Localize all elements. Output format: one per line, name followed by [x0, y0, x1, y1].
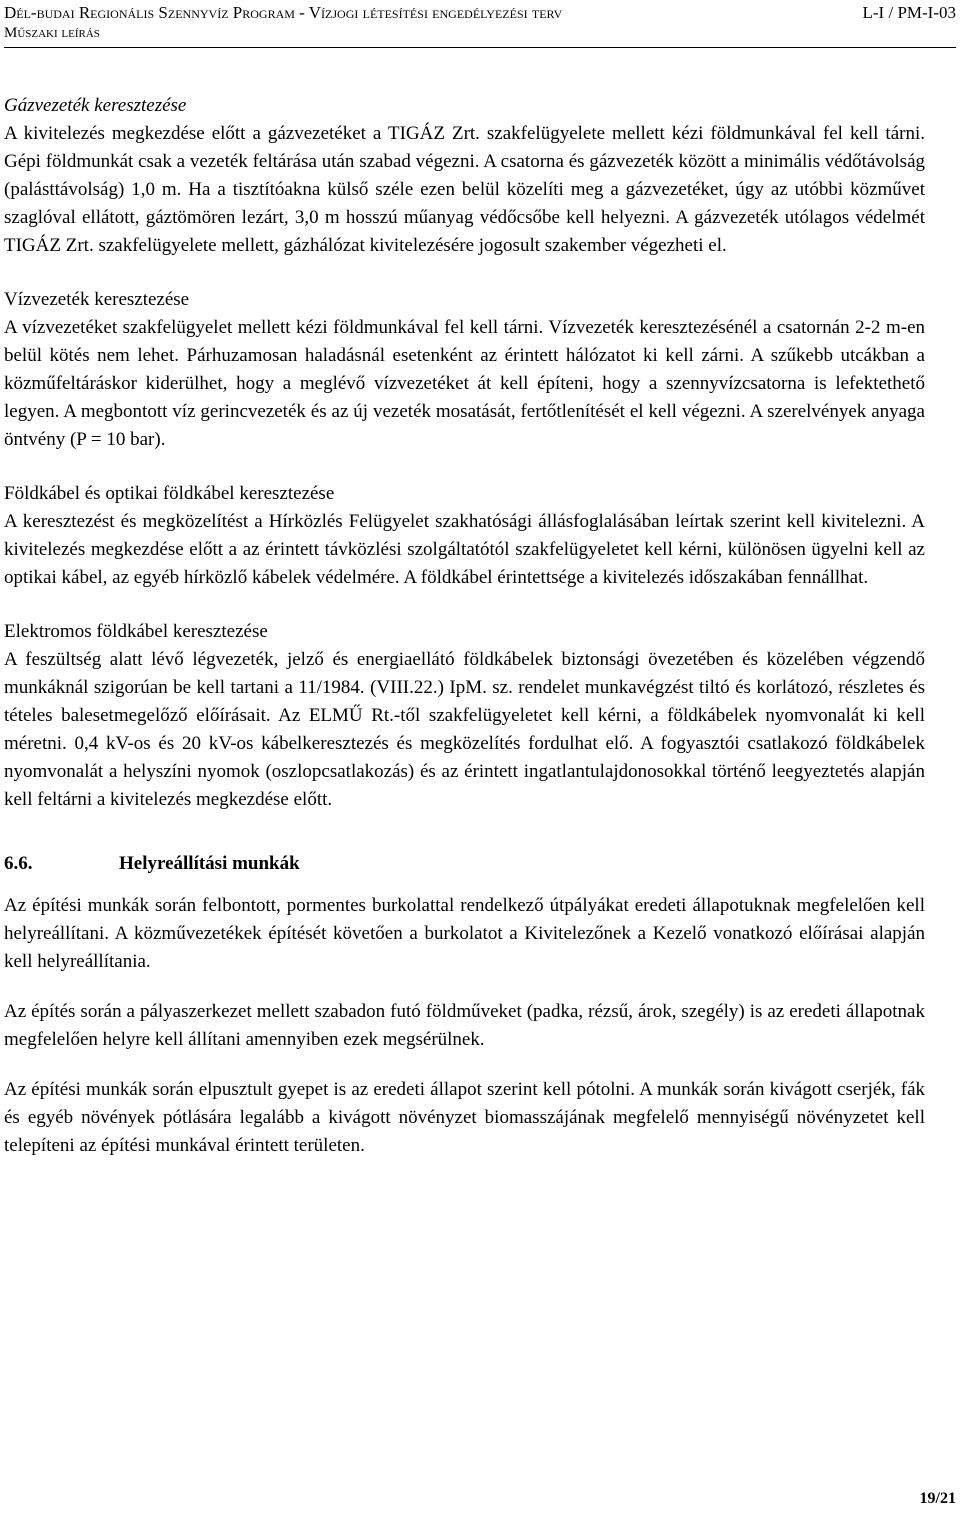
header-title: Dél-budai Regionális Szennyvíz Program - Vízjogi létesítési engedélyezési terv [4, 3, 563, 22]
page-header [4, 2, 956, 48]
section-title-gas: Gázvezeték keresztezése [4, 95, 187, 116]
chapter-heading [4, 850, 925, 878]
chapter-number: 6.6. [4, 853, 33, 874]
header-row [4, 2, 956, 23]
paragraph-pavement: Az építési munkák során felbontott, pormentes burkolattal rendelkező útpályákat eredeti állapotuknak megfelelően kell helyreállítani. A közművezetékek építését követően a burkolatot a Kivitelezőnek a Kezelő vonatkozó előírásai alapján kell helyreállítania. [4, 895, 925, 972]
paragraph-vegetation: Az építési munkák során elpusztult gyepet is az eredeti állapot szerint kell pótolni. A munkák során kivágott cserjék, fák és egyéb növények pótlására legalább a kivágott növényzet biomasszájának megfelelő mennyiségű növényzetet kell telepíteni az építési munkával érintett területen. [4, 1079, 925, 1156]
section-title-electric: Elektromos földkábel keresztezése [4, 621, 268, 642]
section-text-cable: A keresztezést és megközelítést a Hírközlés Felügyelet szakhatósági állásfoglalásában leírtak szerint kell kivitelezni. A kivitelezés megkezdése előtt a az érintett távközlési szolgáltatótól szakfelügyeletet kell kérni, különösen ügyelni kell az optikai kábel, az egyéb hírközlő kábelek védelmére. A földkábel érintettsége a kivitelezés időszakában fennállhat. [4, 511, 925, 588]
section-text-electric: A feszültség alatt lévő légvezeték, jelző és energiaellátó földkábelek biztonsági övezetében és közelében végzendő munkáknál szigorúan be kell tartani a 11/1984. (VIII.22.) IpM. sz. rendelet munkavégzést tiltó és korlátozó, részletes és tételes balesetmegelőző előírásait. Az ELMŰ Rt.-től szakfelügyeletet kell kérni, a földkábelek nyomvonalát ki kell méretni. 0,4 kV-os és 20 kV-os kábelkeresztezés és megközelítés fordulhat elő. A fogyasztói csatlakozó földkábelek nyomvonalát a helyszíni nyomok (oszlopcsatlakozás) és az érintett ingatlantulajdonosokkal történő leegyeztetés alapján kell feltárni a kivitelezés megkezdése előtt. [4, 649, 925, 810]
document-body [4, 92, 925, 1160]
section-title-cable: Földkábel és optikai földkábel keresztezése [4, 483, 335, 504]
header-subtitle: Műszaki leírás [4, 25, 100, 41]
page-number: 19/21 [919, 1490, 956, 1507]
section-text-water: A vízvezetéket szakfelügyelet mellett kézi földmunkával fel kell tárni. Vízvezeték keresztezésénél a csatornán 2-2 m-en belül kötés nem lehet. Párhuzamosan haladásnál esetenként az érintett hálózatot ki kell zárni. A szűkebb utcákban a közműfeltáráskor kiderülhet, hogy a meglévő vízvezetéket át kell építeni, hogy a szennyvízcsatorna is lefektethető legyen. A megbontott víz gerincvezeték és az új vezeték mosatását, fertőtlenítését el kell végezni. A szerelvények anyaga öntvény (P = 10 bar). [4, 317, 925, 450]
section-title-water: Vízvezeték keresztezése [4, 289, 190, 310]
section-text-gas: A kivitelezés megkezdése előtt a gázvezetéket a TIGÁZ Zrt. szakfelügyelete mellett kézi földmunkával fel kell tárni. Gépi földmunkát csak a vezeték feltárása után szabad végezni. A csatorna és gázvezeték között a minimális védőtávolság (palásttávolság) 1,0 m. Ha a tisztítóakna külső széle ezen belül közelíti meg a gázvezetéket, úgy az utóbbi közművet szaglóval ellátott, gáztömören lezárt, 3,0 m hosszú műanyag védőcsőbe kell helyezni. A gázvezeték utólagos védelmét TIGÁZ Zrt. szakfelügyelete mellett, gázhálózat kivitelezésére jogosult szakember végezheti el. [4, 123, 925, 256]
header-code: L-I / PM-I-03 [862, 3, 956, 22]
chapter-title: Helyreállítási munkák [119, 853, 300, 874]
paragraph-earthworks: Az építés során a pályaszerkezet mellett szabadon futó földműveket (padka, rézsű, árok, szegély) is az eredeti állapotnak megfelelően helyre kell állítani amennyiben ezek megsérülnek. [4, 1001, 925, 1050]
